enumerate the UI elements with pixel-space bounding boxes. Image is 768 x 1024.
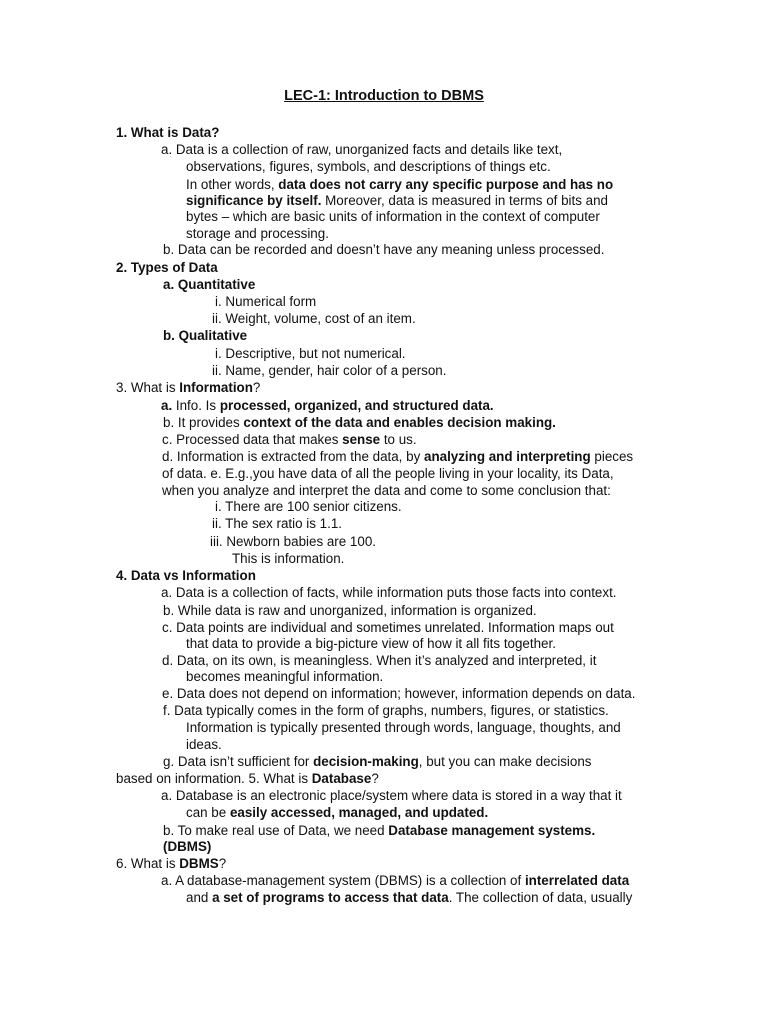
- text-run: can be: [186, 805, 230, 820]
- text-run: a. Database is an electronic place/system where data is stored in a way that it: [161, 788, 622, 803]
- text-line: [162, 448, 633, 465]
- text-line: [116, 259, 218, 276]
- text-run: b. To make real use of Data, we need: [163, 823, 389, 838]
- text-run: observations, figures, symbols, and descriptions of things etc.: [186, 159, 551, 174]
- text-run: Info. Is: [172, 398, 220, 413]
- bold-text: data does not carry any specific purpose and has no: [278, 177, 614, 192]
- text-run: f. Data typically comes in the form of graphs, numbers, figures, or statistics.: [163, 703, 609, 718]
- text-run: a. Data is a collection of raw, unorganized facts and details like text,: [161, 142, 563, 157]
- text-line: [186, 208, 600, 225]
- text-run: e. Data does not depend on information; however, information depends on data.: [162, 686, 636, 701]
- text-run: and: [186, 890, 213, 905]
- text-run: ?: [371, 771, 379, 786]
- text-run: Information is typically presented through words, language, thoughts, and: [186, 720, 621, 735]
- text-run: to us.: [380, 432, 417, 447]
- text-run: when you analyze and interpret the data and come to some conclusion that:: [162, 483, 611, 498]
- text-line: [186, 668, 383, 685]
- text-line: [161, 584, 617, 601]
- text-line: [186, 176, 613, 193]
- text-line: [116, 855, 226, 872]
- text-line: [186, 225, 329, 242]
- bold-text: Database: [311, 771, 372, 786]
- bold-text: sense: [342, 432, 381, 447]
- text-line: [163, 414, 556, 431]
- text-run: In other words,: [186, 177, 279, 192]
- text-line: [163, 822, 595, 839]
- text-run: ii. Name, gender, hair color of a person.: [212, 363, 447, 378]
- text-run: d. Data, on its own, is meaningless. When it’s analyzed and interpreted, it: [162, 653, 597, 668]
- text-line: [163, 276, 255, 293]
- text-run: pieces: [590, 449, 634, 464]
- page-title: LEC-1: Introduction to DBMS: [284, 88, 484, 104]
- text-run: ii. Weight, volume, cost of an item.: [212, 311, 416, 326]
- text-line: [186, 736, 222, 753]
- text-run: b. Data can be recorded and doesn’t have any meaning unless processed.: [163, 242, 605, 257]
- bold-text: context of the data and enables decision making.: [243, 415, 556, 430]
- text-line: [186, 635, 556, 652]
- bold-text: a. Quantitative: [163, 277, 256, 292]
- text-line: [162, 431, 417, 448]
- text-run: b. It provides: [163, 415, 244, 430]
- text-run: This is information.: [232, 551, 345, 566]
- text-run: ?: [252, 380, 261, 395]
- text-run: that data to provide a big-picture view of how it all fits together.: [186, 636, 556, 651]
- text-line: [215, 498, 402, 515]
- text-line: [215, 293, 316, 310]
- text-line: [163, 327, 247, 344]
- text-run: based on information. 5. What is: [116, 771, 312, 786]
- bold-text: analyzing and interpreting: [424, 449, 591, 464]
- text-line: [212, 362, 446, 379]
- text-run: a. A database-management system (DBMS) is a collection of: [161, 873, 525, 888]
- text-run: c. Processed data that makes: [162, 432, 343, 447]
- text-run: i. There are 100 senior citizens.: [215, 499, 402, 514]
- text-line: [163, 753, 591, 770]
- text-run: d. Information is extracted from the data, by: [162, 449, 424, 464]
- text-line: [162, 619, 614, 636]
- text-line: [162, 465, 614, 482]
- bold-text: 1. What is Data?: [116, 125, 220, 140]
- bold-text: interrelated data: [524, 873, 630, 888]
- bold-text: Database management systems.: [388, 823, 596, 838]
- text-run: ideas.: [186, 737, 222, 752]
- text-run: bytes – which are basic units of information in the context of computer: [186, 209, 600, 224]
- text-line: [162, 482, 611, 499]
- text-line: [186, 158, 551, 175]
- text-line: [163, 241, 604, 258]
- text-line: [163, 838, 211, 855]
- bold-text: 2. Types of Data: [116, 260, 218, 275]
- text-line: [186, 192, 608, 209]
- text-run: . The collection of data, usually: [448, 890, 633, 905]
- text-run: Moreover, data is measured in terms of bits and: [321, 193, 608, 208]
- text-run: 6. What is: [116, 856, 180, 871]
- text-line: [161, 872, 629, 889]
- text-run: ii. The sex ratio is 1.1.: [212, 516, 342, 531]
- text-line: [163, 702, 609, 719]
- text-line: [116, 770, 379, 787]
- text-run: c. Data points are individual and sometimes unrelated. Information maps out: [162, 620, 614, 635]
- bold-text: Information: [179, 380, 253, 395]
- text-line: [161, 787, 622, 804]
- text-run: b. While data is raw and unorganized, information is organized.: [163, 603, 537, 618]
- text-run: 3. What is: [116, 380, 180, 395]
- text-line: [232, 550, 344, 567]
- text-line: [116, 567, 256, 584]
- bold-text: DBMS: [179, 856, 219, 871]
- text-run: iii. Newborn babies are 100.: [210, 534, 376, 549]
- text-line: [186, 804, 488, 821]
- text-run: g. Data isn’t sufficient for: [163, 754, 314, 769]
- text-line: [210, 533, 376, 550]
- text-run: i. Numerical form: [215, 294, 317, 309]
- text-run: becomes meaningful information.: [186, 669, 384, 684]
- bold-text: decision-making: [313, 754, 419, 769]
- bold-text: easily accessed, managed, and updated.: [229, 805, 489, 820]
- text-line: [162, 685, 635, 702]
- text-line: [162, 652, 596, 669]
- bold-text: processed, organized, and structured data.: [219, 398, 494, 413]
- text-line: [186, 889, 632, 906]
- text-run: , but you can make decisions: [418, 754, 592, 769]
- text-line: [161, 397, 494, 414]
- text-line: [163, 602, 537, 619]
- text-line: [186, 719, 621, 736]
- bold-text: a set of programs to access that data: [212, 890, 449, 905]
- text-line: [215, 345, 406, 362]
- text-line: [116, 124, 219, 141]
- text-run: i. Descriptive, but not numerical.: [215, 346, 406, 361]
- text-line: [116, 379, 260, 396]
- text-line: [212, 515, 342, 532]
- text-run: ?: [218, 856, 227, 871]
- text-run: of data. e. E.g.,you have data of all the people living in your locality, its Data,: [162, 466, 614, 481]
- bold-text: significance by itself.: [186, 193, 322, 208]
- bold-text: b. Qualitative: [163, 328, 248, 343]
- bold-text: a.: [161, 398, 173, 413]
- text-line: [212, 310, 416, 327]
- bold-text: 4. Data vs Information: [116, 568, 256, 583]
- bold-text: (DBMS): [163, 839, 212, 854]
- text-line: [161, 141, 562, 158]
- text-run: a. Data is a collection of facts, while information puts those facts into context.: [161, 585, 617, 600]
- text-run: storage and processing.: [186, 226, 329, 241]
